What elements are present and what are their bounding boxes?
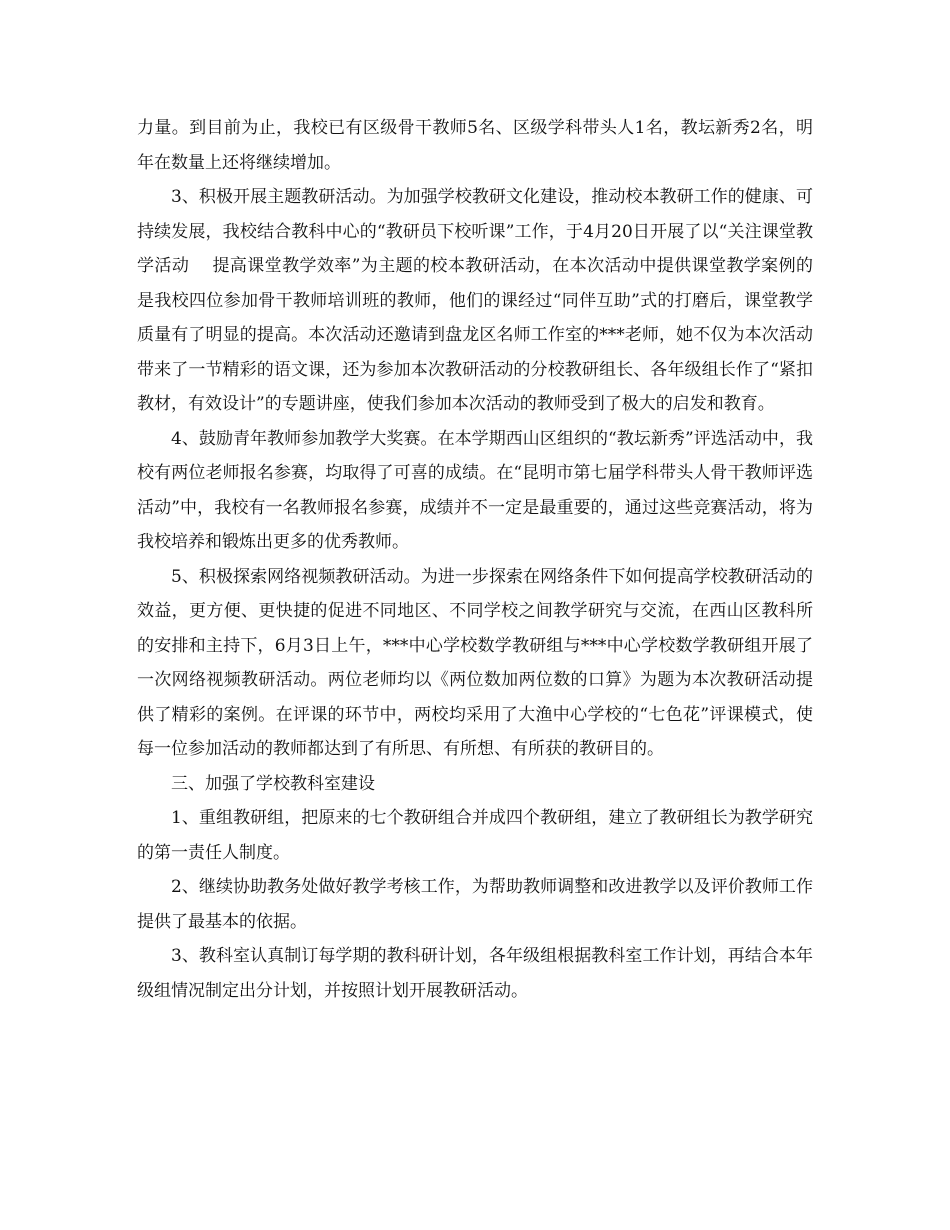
paragraph-sub-item-2: 2、继续协助教务处做好教学考核工作，为帮助教师调整和改进教学以及评价教师工作提供了最基本的依据。 [137, 877, 813, 932]
paragraph-sub-item-3: 3、教科室认真制订每学期的教科研计划，各年级组根据教科室工作计划，再结合本年级组情况制定出分计划，并按照计划开展教研活动。 [137, 946, 813, 1001]
section-heading-3: 三、加强了学校教科室建设 [171, 773, 375, 794]
paragraph-item-5-video-research: 5、积极探索网络视频教研活动。为进一步探索在网络条件下如何提高学校教研活动的效益，更方便、更快捷的促进不同地区、不同学校之间教学研究与交流，在西山区教科所的安排和主持下，6月3日上午，***中心学校数学教研组与***中心学校数学教研组开展了一次网络视频教研活动。两位老师均以《两位数加两位数的口算》为题为本次教研活动提供了精彩的案例。在评课的环节中，两校均采用了大渔中心学校的“七色花”评课模式，使每一位参加活动的教师都达到了有所思、有所想、有所获的教研目的。 [137, 566, 813, 759]
paragraph-item-3-theme-activity: 3、积极开展主题教研活动。为加强学校教研文化建设，推动校本教研工作的健康、可持续发展，我校结合教科中心的“教研员下校听课”工作，于4月20日开展了以“关注课堂教学活动 提高课堂教学效率”为主题的校本教研活动，在本次活动中提供课堂教学案例的是我校四位参加骨干教师培训班的教师，他们的课经过“同伴互助”式的打磨后，课堂教学质量有了明显的提高。本次活动还邀请到盘龙区名师工作室的***老师，她不仅为本次活动带来了一节精彩的语文课，还为参加本次教研活动的分校教研组长、各年级组长作了“紧扣教材，有效设计”的专题讲座，使我们参加本次活动的教师受到了极大的启发和教育。 [137, 187, 813, 414]
paragraph-item-4-young-teachers: 4、鼓励青年教师参加教学大奖赛。在本学期西山区组织的“教坛新秀”评选活动中，我校有两位老师报名参赛，均取得了可喜的成绩。在“昆明市第七届学科带头人骨干教师评选活动”中，我校有一名教师报名参赛，成绩并不一定是最重要的，通过这些竞赛活动，将为我校培养和锻炼出更多的优秀教师。 [137, 428, 813, 552]
document-body [137, 111, 813, 1008]
paragraph-sub-item-1: 1、重组教研组，把原来的七个教研组合并成四个教研组，建立了教研组长为教学研究的第一责任人制度。 [137, 808, 813, 863]
paragraph-continuation: 力量。到目前为止，我校已有区级骨干教师5名、区级学科带头人1名，教坛新秀2名，明年在数量上还将继续增加。 [137, 118, 813, 173]
